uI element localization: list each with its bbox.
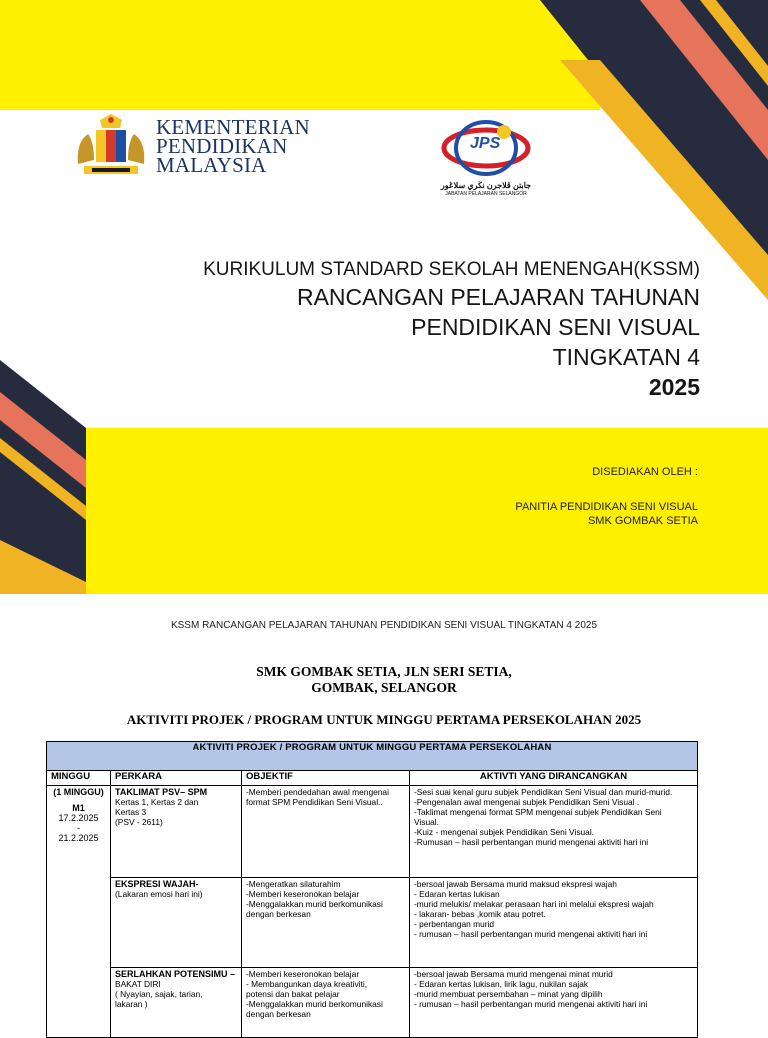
topic-line: Kertas 1, Kertas 2 dan (115, 797, 199, 807)
activity-line: -Rumusan – hasil perbentangan murid mengenai aktiviti hari ini (414, 837, 649, 847)
topic-line: lakaran ) (115, 999, 148, 1009)
objective-cell (242, 786, 410, 878)
week-end-date: 21.2.2025 (58, 833, 99, 843)
objective-cell (242, 968, 410, 1038)
activity-line: -murid membuat persembahan – minat yang dipilih (414, 989, 603, 999)
ministry-line-2: PENDIDIKAN (156, 134, 288, 158)
activity-cell (410, 878, 698, 968)
topic-cell (111, 786, 242, 878)
objective-line: dengan berkesan (246, 1009, 311, 1019)
table-banner: AKTIVITI PROJEK / PROGRAM UNTUK MINGGU PERTAMA PERSEKOLAHAN (47, 742, 698, 771)
topic-line: (PSV - 2611) (115, 817, 163, 827)
topic-title: EKSPRESI WAJAH- (115, 879, 199, 889)
objective-line: -Mengeratkan silaturahim (246, 879, 341, 889)
activity-line: - Edaran kertas lukisan (414, 889, 500, 899)
objective-line: -Menggalakkan murid berkomunikasi (246, 999, 383, 1009)
activity-line: -bersoal jawab Bersama murid maksud ekspresi wajah (414, 879, 617, 889)
activity-line: - perbentangan murid (414, 919, 495, 929)
activity-line: -murid melukis/ melakar perasaan hari ini melalui ekspresi wajah (414, 899, 654, 909)
topic-line: BAKAT DIRI (115, 979, 161, 989)
activity-line: -Kuiz - mengenai subjek Pendidikan Seni Visual. (414, 827, 595, 837)
activity-line: - Edaran kertas lukisan, lirik lagu, nukilan sajak (414, 979, 589, 989)
objective-line: potensi dan bakat pelajar (246, 989, 340, 999)
jps-caption (436, 181, 536, 199)
activity-table (46, 741, 698, 1038)
objective-line: -Menggalakkan murid berkomunikasi (246, 899, 383, 909)
week-cell (47, 786, 111, 1038)
ministry-logo (72, 112, 322, 184)
cover-title-form: TINGKATAN 4 (552, 344, 700, 370)
cover-title-rpt: RANCANGAN PELAJARAN TAHUNAN (296, 284, 700, 310)
prepared-by-panel-name: PANITIA PENDIDIKAN SENI VISUAL (515, 501, 698, 513)
table-header-row (47, 771, 698, 786)
activity-heading: AKTIVITI PROJEK / PROGRAM UNTUK MINGGU PERTAMA PERSEKOLAHAN 2025 (126, 712, 642, 727)
cover-title-year: 2025 (648, 374, 700, 400)
topic-cell (111, 878, 242, 968)
objective-line: dengan berkesan (246, 909, 311, 919)
cover-title-kssm: KURIKULUM STANDARD SEKOLAH MENENGAH(KSSM) (203, 259, 700, 280)
activity-line: Visual. (414, 817, 439, 827)
activity-cell (410, 786, 698, 878)
objective-cell (242, 878, 410, 968)
jps-logo (436, 114, 536, 204)
jps-logo-text: JPS (470, 135, 501, 152)
topic-cell (111, 968, 242, 1038)
ministry-line-3: MALAYSIA (156, 153, 267, 177)
school-line-2: GOMBAK, SELANGOR (311, 680, 457, 695)
header-minggu: MINGGU (47, 771, 111, 786)
week-start-date: 17.2.2025 (58, 813, 99, 823)
prepared-by-school: SMK GOMBAK SETIA (587, 515, 698, 527)
jps-emblem-icon (436, 114, 536, 180)
topic-line: (Lakaran emosi hari ini) (115, 889, 203, 899)
activity-line: -Taklimat mengenai format SPM mengenai subjek Pendidikan Seni (414, 807, 662, 817)
cover-title-subject: PENDIDIKAN SENI VISUAL (411, 314, 700, 340)
prepared-by-name (515, 500, 698, 528)
activity-line: -Pengenalan awal mengenai subjek Pendidikan Seni Visual . (414, 797, 640, 807)
school-address (0, 664, 768, 696)
cover-titles (203, 258, 700, 402)
objective-line: - Membangunkan daya kreativiti, (246, 979, 368, 989)
prepared-by-label: DISEDIAKAN OLEH : (592, 466, 698, 478)
week-separator: - (77, 823, 80, 833)
topic-title: TAKLIMAT PSV– SPM (115, 787, 208, 797)
ministry-name (156, 115, 310, 177)
table-row (47, 968, 698, 1038)
activity-line: - lakaran- bebas ,komik atau potret. (414, 909, 546, 919)
malaysia-coat-of-arms-icon (72, 112, 150, 180)
objective-line: -Memberi keseronokan belajar (246, 969, 360, 979)
table-row (47, 786, 698, 878)
jps-caption-latin: JABATAN PELAJARAN SELANGOR (445, 191, 527, 197)
activity-cell (410, 968, 698, 1038)
jps-caption-jawi: جابتن ڤلاجرن نڬري سلاڠور (440, 181, 532, 190)
activity-line: -Sesi suai kenal guru subjek Pendidikan Seni Visual dan murid-murid. (414, 787, 673, 797)
week-code: M1 (72, 803, 85, 813)
header-objektif: OBJEKTIF (242, 771, 410, 786)
running-header: KSSM RANCANGAN PELAJARAN TAHUNAN PENDIDIKAN SENI VISUAL TINGKATAN 4 2025 (170, 620, 598, 631)
header-aktiviti: AKTIVTI YANG DIRANCANGKAN (410, 771, 698, 786)
table-row (47, 878, 698, 968)
school-line-1: SMK GOMBAK SETIA, JLN SERI SETIA, (256, 664, 512, 679)
activity-line: - rumusan – hasil perbentangan murid mengenai aktiviti hari ini (414, 999, 648, 1009)
topic-title: SERLAHKAN POTENSIMU – (115, 969, 236, 979)
header-perkara: PERKARA (111, 771, 242, 786)
objective-line: -Memberi keseronokan belajar (246, 889, 360, 899)
document-page (0, 594, 768, 1024)
activity-line: -bersoal jawab Bersama murid mengenai minat murid (414, 969, 613, 979)
week-duration: (1 MINGGU) (53, 787, 104, 797)
topic-line: ( Nyayian, sajak, tarian, (115, 989, 203, 999)
objective-line: format SPM Pendidikan Seni Visual.. (246, 797, 383, 807)
ministry-line-1: KEMENTERIAN (156, 115, 310, 139)
topic-line: Kertas 3 (115, 807, 147, 817)
table-banner-row (47, 742, 698, 771)
activity-line: - rumusan – hasil perbentangan murid mengenai aktiviti hari ini (414, 929, 648, 939)
prepared-by-panel (86, 428, 768, 594)
objective-line: -Memberi pendedahan awal mengenai (246, 787, 389, 797)
